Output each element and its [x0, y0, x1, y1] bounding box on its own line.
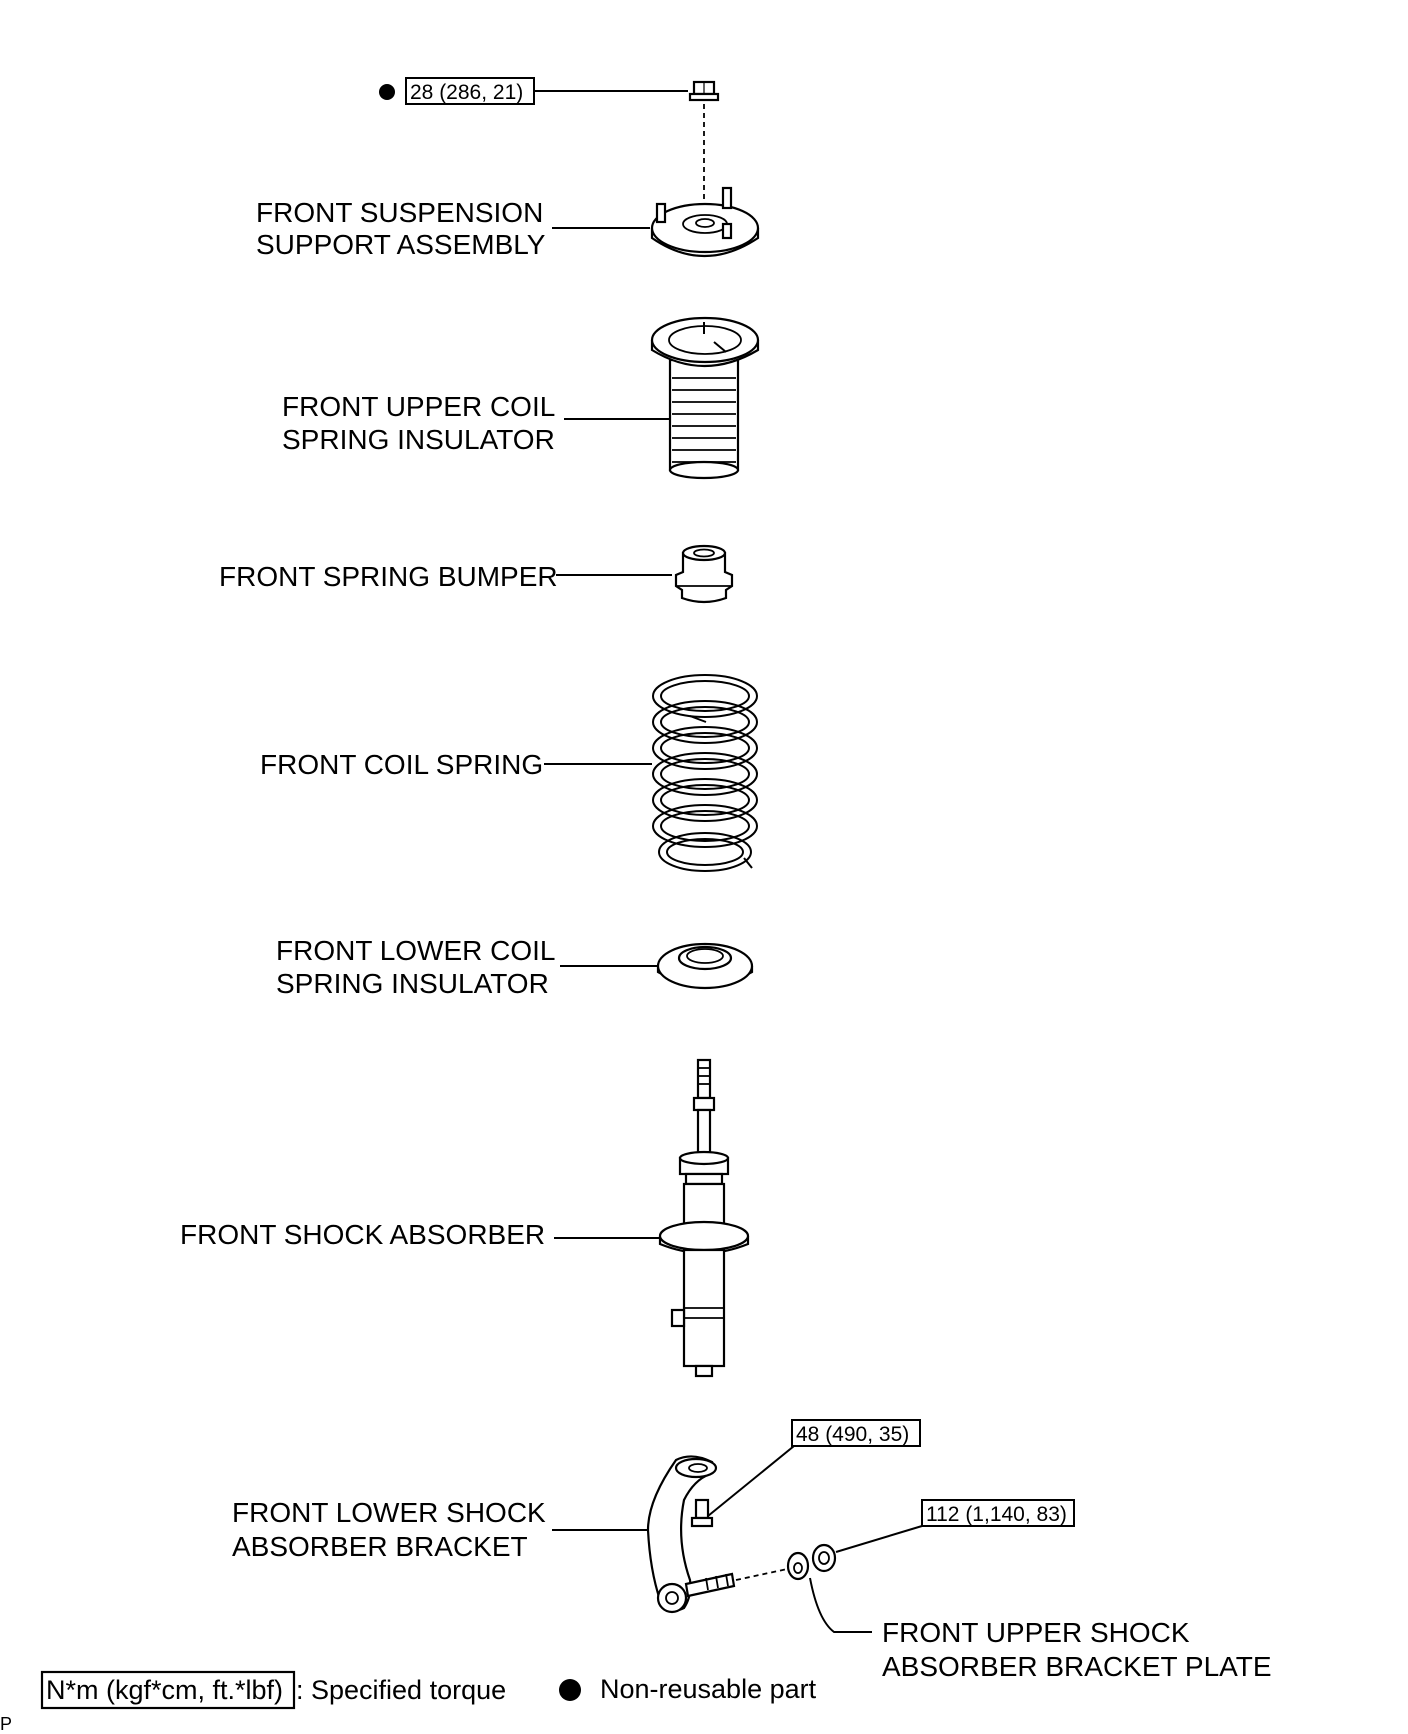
- shock-absorber-icon: [660, 1060, 748, 1376]
- shock-absorber-group: [180, 1060, 748, 1376]
- label-support-line2: SUPPORT ASSEMBLY: [256, 229, 546, 260]
- bracket-plate-group: [810, 1578, 1272, 1682]
- legend-nonreusable-desc: Non-reusable part: [600, 1674, 817, 1704]
- corner-mark: P: [0, 1714, 13, 1734]
- coil-spring-group: [260, 675, 757, 871]
- label-shock-absorber: FRONT SHOCK ABSORBER: [180, 1219, 546, 1250]
- lower-insulator-icon: [658, 944, 752, 988]
- torque-bracket-nut: 112 (1,140, 83): [926, 1503, 1067, 1526]
- label-lower-bracket-line2: ABSORBER BRACKET: [232, 1531, 528, 1562]
- top-nut-group: [379, 78, 718, 208]
- label-bracket-plate-line1: FRONT UPPER SHOCK: [882, 1617, 1190, 1648]
- lower-insulator-group: [276, 935, 752, 999]
- label-support-line1: FRONT SUSPENSION: [256, 197, 544, 228]
- alignment-dashed-line: [736, 1568, 792, 1580]
- legend-nonreusable-icon: [559, 1679, 581, 1701]
- label-lower-bracket-line1: FRONT LOWER SHOCK: [232, 1497, 546, 1528]
- top-nut-icon: [690, 82, 718, 100]
- lower-bracket-group: [232, 1420, 1074, 1612]
- spring-bumper-icon: [676, 546, 732, 602]
- support-assembly-icon: [652, 188, 758, 256]
- upper-insulator-icon: [652, 318, 758, 478]
- leader-line: [810, 1578, 872, 1632]
- non-reusable-mark-icon: [379, 84, 395, 100]
- lower-bracket-icon: [648, 1456, 734, 1612]
- torque-top-nut: 28 (286, 21): [410, 81, 524, 104]
- legend-torque-unit: N*m (kgf*cm, ft.*lbf): [46, 1675, 284, 1705]
- leader-line: [836, 1526, 922, 1552]
- upper-insulator-group: [282, 318, 758, 478]
- spring-bumper-group: [219, 546, 732, 602]
- label-upper-insulator-line2: SPRING INSULATOR: [282, 424, 555, 455]
- bracket-nut-icon: [813, 1545, 835, 1571]
- bracket-plate-icon: [788, 1553, 808, 1579]
- label-bracket-plate-line2: ABSORBER BRACKET PLATE: [882, 1651, 1272, 1682]
- legend-torque-desc: : Specified torque: [296, 1675, 507, 1705]
- support-assembly-group: [256, 188, 758, 260]
- label-spring-bumper: FRONT SPRING BUMPER: [219, 561, 558, 592]
- coil-spring-icon: [653, 675, 757, 871]
- torque-bracket-bolt: 48 (490, 35): [796, 1423, 910, 1446]
- leader-line: [708, 1446, 794, 1516]
- label-lower-insulator-line1: FRONT LOWER COIL: [276, 935, 556, 966]
- legend: [42, 1672, 817, 1708]
- label-upper-insulator-line1: FRONT UPPER COIL: [282, 391, 556, 422]
- label-coil-spring: FRONT COIL SPRING: [260, 749, 544, 780]
- label-lower-insulator-line2: SPRING INSULATOR: [276, 968, 549, 999]
